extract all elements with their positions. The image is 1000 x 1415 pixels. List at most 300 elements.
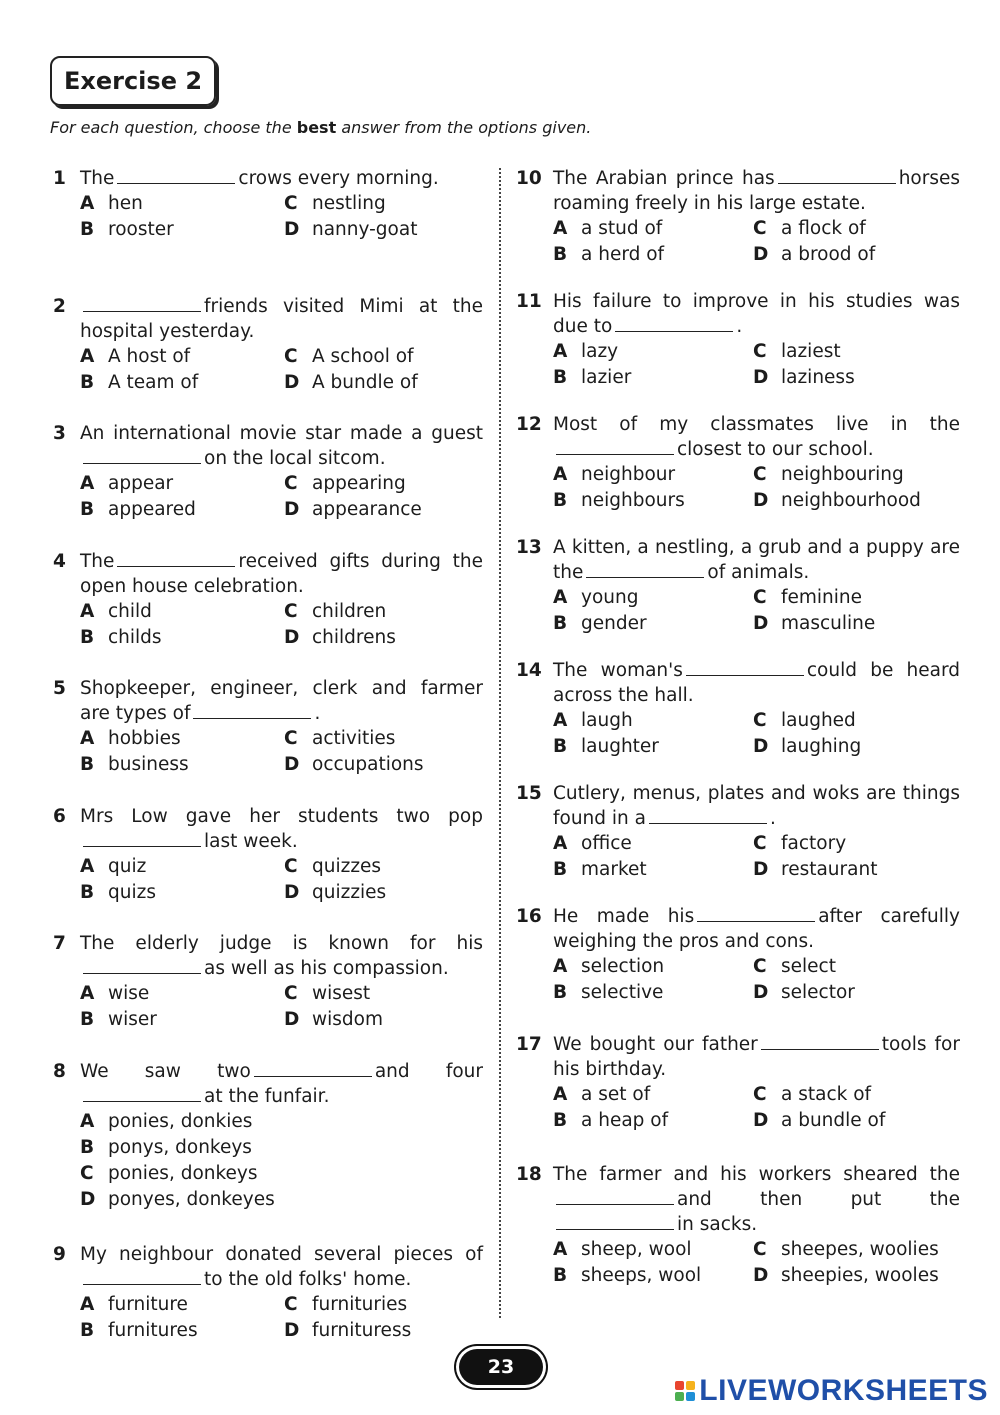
stem-text: and four [374,1060,483,1082]
exercise-title: Exercise 2 [50,56,216,106]
option-6-c[interactable] [284,854,484,879]
option-18-c[interactable] [753,1237,963,1262]
option-text: restaurant [781,859,878,880]
option-letter: A [80,193,95,214]
option-text: sheeps, wool [581,1265,702,1286]
option-letter: A [553,587,568,608]
option-letter: D [284,1319,300,1341]
option-text: neighbours [581,490,685,511]
option-16-c[interactable] [753,954,963,979]
option-text: childrens [312,626,396,648]
option-16-b[interactable] [553,980,753,1005]
option-1-a[interactable] [80,191,284,216]
option-12-d[interactable] [753,488,963,513]
option-letter: C [753,464,767,485]
option-letter: D [753,367,769,388]
option-letter: B [80,754,95,775]
option-11-d[interactable] [753,365,963,390]
option-8-d[interactable] [80,1187,480,1212]
option-text: quizs [108,881,156,903]
question-number: 3 [53,423,66,444]
option-12-c[interactable] [753,462,963,487]
option-text: wise [108,983,150,1004]
answer-blank[interactable] [117,167,235,184]
stem-text: An international movie star made a guest [80,423,483,444]
answer-options [553,462,960,513]
option-letter: B [553,490,568,511]
question-number: 15 [516,783,542,804]
answer-blank[interactable] [117,550,235,567]
option-letter: A [553,833,568,854]
option-12-a[interactable] [553,462,753,487]
stem-text: . [736,316,743,337]
question-number: 7 [53,933,66,954]
option-text: a herd of [581,244,665,265]
answer-options [553,339,960,390]
answer-options [80,726,483,777]
option-letter: B [553,859,568,880]
option-letter: D [284,626,300,648]
option-2-a[interactable] [80,344,284,369]
option-text: quizzies [312,881,387,903]
answer-options [553,585,960,636]
answer-blank[interactable] [697,905,815,922]
option-letter: A [80,345,95,367]
option-letter: D [284,499,300,520]
option-letter: D [80,1188,96,1210]
option-1-c[interactable] [284,191,484,216]
option-11-c[interactable] [753,339,963,364]
option-16-d[interactable] [753,980,963,1005]
option-letter: B [553,367,568,388]
option-text: lazier [581,367,632,388]
option-8-a[interactable] [80,1109,480,1134]
option-text: a bundle of [781,1110,886,1131]
option-15-c[interactable] [753,831,963,856]
column-divider [499,168,501,1318]
stem-text: after carefully weighing the pros and cons. [553,906,961,952]
question-number: 5 [53,678,66,699]
answer-options [80,599,483,650]
option-letter: C [284,1293,298,1315]
option-1-b[interactable] [80,217,284,242]
option-text: wisest [312,983,371,1004]
option-18-a[interactable] [553,1237,753,1262]
option-letter: C [753,956,767,977]
option-letter: A [553,710,568,731]
option-letter: D [753,613,769,634]
stem-text: My neighbour donated several pieces of [80,1243,483,1265]
answer-blank[interactable] [556,1213,674,1230]
option-text: neighbourhood [781,490,921,511]
option-text: sheepes, woolies [781,1239,939,1260]
option-text: wiser [108,1009,157,1030]
answer-blank[interactable] [83,830,201,847]
option-text: appeared [108,499,196,520]
option-10-d[interactable] [753,242,963,267]
question-9 [53,1242,483,1370]
question-stem [553,904,960,954]
option-letter: C [753,833,767,854]
option-text: appear [108,473,174,494]
option-7-c[interactable] [284,981,484,1006]
option-18-b[interactable] [553,1263,753,1288]
question-13 [516,535,960,658]
option-12-b[interactable] [553,488,753,513]
option-3-b[interactable] [80,497,284,522]
question-stem [80,804,483,854]
option-text: nanny-goat [312,219,418,240]
option-2-d[interactable] [284,370,484,395]
option-10-b[interactable] [553,242,753,267]
question-10 [516,166,960,289]
option-7-d[interactable] [284,1007,484,1032]
option-text: factory [781,833,847,854]
question-number: 11 [516,291,542,312]
option-16-a[interactable] [553,954,753,979]
answer-options [80,191,483,242]
option-text: laziest [781,341,841,362]
option-text: hobbies [108,728,181,749]
option-14-b[interactable] [553,734,753,759]
option-text: neighbouring [781,464,904,485]
option-letter: B [80,626,95,648]
option-text: ponyes, donkeyes [108,1188,275,1210]
answer-options [553,216,960,267]
question-stem [80,166,483,191]
question-16 [516,904,960,1032]
option-letter: D [753,1265,769,1286]
stem-text: The [80,168,115,189]
page-number: 23 [459,1349,543,1385]
stem-text: at the funfair. [204,1085,330,1107]
answer-blank[interactable] [686,659,804,676]
option-3-c[interactable] [284,471,484,496]
question-number: 14 [516,660,542,681]
option-letter: B [80,499,95,520]
option-17-c[interactable] [753,1082,963,1107]
answer-options [80,1109,483,1212]
option-letter: B [553,736,568,757]
option-text: quiz [108,855,147,877]
option-text: sheep, wool [581,1239,692,1260]
answer-options [80,344,483,395]
question-number: 10 [516,168,542,189]
brand-logo-square [675,1381,684,1390]
question-stem [553,1032,960,1082]
stem-text: The elderly judge is known for his [80,933,483,954]
option-9-c[interactable] [284,1292,484,1317]
question-5 [53,676,483,804]
option-letter: A [553,218,568,239]
instructions [50,118,591,137]
option-letter: C [753,587,767,608]
option-17-a[interactable] [553,1082,753,1107]
option-text: select [781,956,836,977]
option-5-a[interactable] [80,726,284,751]
answer-options [553,1082,960,1133]
stem-text: to the old folks' home. [204,1268,412,1290]
option-letter: C [284,728,298,749]
option-text: laziness [781,367,855,388]
question-number: 13 [516,537,542,558]
answer-blank[interactable] [254,1060,372,1077]
option-13-c[interactable] [753,585,963,610]
option-letter: D [284,754,300,775]
stem-text: as well as his compassion. [204,958,449,979]
stem-text: We bought our father [553,1034,758,1055]
option-letter: A [80,855,95,877]
option-text: appearing [312,473,406,494]
question-stem [553,1162,960,1237]
stem-text: He made his [553,906,695,927]
option-11-a[interactable] [553,339,753,364]
question-stem [553,166,960,216]
question-number: 8 [53,1060,66,1082]
option-letter: C [753,341,767,362]
answer-options [553,708,960,759]
option-text: quizzes [312,855,382,877]
option-letter: C [284,345,298,367]
question-stem [80,549,483,599]
answer-blank[interactable] [556,438,674,455]
option-7-b[interactable] [80,1007,284,1032]
option-10-c[interactable] [753,216,963,241]
option-8-c[interactable] [80,1161,480,1186]
option-14-c[interactable] [753,708,963,733]
option-text: furnituress [312,1319,412,1341]
option-1-d[interactable] [284,217,484,242]
question-stem [553,289,960,339]
option-13-a[interactable] [553,585,753,610]
stem-text: horses roaming freely in his large estate. [553,168,960,214]
option-text: a set of [581,1084,651,1105]
option-3-a[interactable] [80,471,284,496]
brand-logo-icon [675,1381,695,1401]
answer-options [80,854,483,905]
answer-blank[interactable] [83,447,201,464]
stem-text: of animals. [707,562,810,583]
question-number: 12 [516,414,542,435]
option-4-c[interactable] [284,599,484,624]
answer-blank[interactable] [83,957,201,974]
option-9-b[interactable] [80,1318,284,1343]
option-letter: C [284,600,298,622]
answer-blank[interactable] [586,561,704,578]
stem-text: The Arabian prince has [553,168,775,189]
option-5-d[interactable] [284,752,484,777]
option-text: masculine [781,613,876,634]
question-15 [516,781,960,904]
question-1 [53,166,483,294]
option-letter: B [553,982,568,1003]
answer-blank[interactable] [778,167,896,184]
question-17 [516,1032,960,1162]
option-letter: D [284,219,300,240]
option-text: activities [312,728,396,749]
option-text: furniture [108,1293,188,1315]
answer-blank[interactable] [83,1085,201,1102]
answer-blank[interactable] [556,1188,674,1205]
option-13-d[interactable] [753,611,963,636]
option-8-b[interactable] [80,1135,480,1160]
option-text: a flock of [781,218,866,239]
option-10-a[interactable] [553,216,753,241]
option-5-c[interactable] [284,726,484,751]
question-number: 16 [516,906,542,927]
question-3 [53,421,483,549]
option-9-d[interactable] [284,1318,484,1343]
brand-logo-square [675,1392,684,1401]
question-stem [553,412,960,462]
option-text: feminine [781,587,863,608]
option-14-d[interactable] [753,734,963,759]
option-5-b[interactable] [80,752,284,777]
option-letter: A [553,1239,568,1260]
option-text: a brood of [781,244,876,265]
question-stem [80,676,483,726]
option-6-b[interactable] [80,880,284,905]
option-text: furnituries [312,1293,408,1315]
option-text: occupations [312,754,424,775]
stem-text: The woman's [553,660,683,681]
stem-text: The farmer and his workers sheared the [553,1164,960,1185]
answer-options [80,981,483,1032]
option-text: hen [108,193,143,214]
option-17-d[interactable] [753,1108,963,1133]
option-2-c[interactable] [284,344,484,369]
answer-options [553,1237,960,1288]
stem-text: received gifts during the open house celebration. [80,550,483,597]
option-15-a[interactable] [553,831,753,856]
option-text: a stud of [581,218,663,239]
option-letter: C [284,473,298,494]
stem-text: tools for his birthday. [553,1034,960,1080]
option-letter: B [553,1110,568,1131]
option-letter: A [553,464,568,485]
option-6-d[interactable] [284,880,484,905]
option-text: ponies, donkeys [108,1162,258,1184]
option-4-b[interactable] [80,625,284,650]
answer-options [80,471,483,522]
answer-blank[interactable] [83,1268,201,1285]
option-letter: C [284,193,298,214]
option-4-a[interactable] [80,599,284,624]
option-text: sheepies, wooles [781,1265,939,1286]
option-letter: A [80,600,95,622]
option-text: selector [781,982,855,1003]
option-text: lazy [581,341,619,362]
question-stem [80,1059,483,1109]
option-text: selective [581,982,664,1003]
answer-blank[interactable] [761,1033,879,1050]
option-4-d[interactable] [284,625,484,650]
answer-blank[interactable] [615,315,733,332]
option-text: young [581,587,639,608]
stem-text: His failure to improve in his studies was due to [553,291,960,337]
option-3-d[interactable] [284,497,484,522]
option-letter: D [753,736,769,757]
stem-text: Cutlery, menus, plates and woks are things found in a [553,783,960,829]
option-letter: D [753,490,769,511]
option-text: business [108,754,189,775]
option-18-d[interactable] [753,1263,963,1288]
option-text: gender [581,613,647,634]
option-text: A school of [312,345,414,367]
option-letter: D [753,859,769,880]
option-letter: C [80,1162,94,1184]
stem-text: The [80,550,115,572]
option-letter: D [753,982,769,1003]
option-7-a[interactable] [80,981,284,1006]
stem-text: could be heard across the hall. [553,660,961,706]
option-text: nestling [312,193,386,214]
question-number: 18 [516,1164,542,1185]
option-letter: D [284,881,300,903]
stem-text: and then put the [677,1189,960,1210]
brand-logo-square [686,1381,695,1390]
answer-blank[interactable] [649,807,767,824]
question-7 [53,931,483,1059]
answer-options [553,831,960,882]
option-letter: A [80,473,95,494]
option-11-b[interactable] [553,365,753,390]
option-letter: C [753,218,767,239]
liveworksheets-brand [675,1374,988,1408]
answer-blank[interactable] [193,702,311,719]
option-letter: A [553,956,568,977]
instructions-text: For each question, choose the [50,118,297,137]
brand-logo-square [686,1392,695,1401]
question-number: 17 [516,1034,542,1055]
question-number: 1 [53,168,66,189]
option-text: market [581,859,647,880]
option-6-a[interactable] [80,854,284,879]
option-2-b[interactable] [80,370,284,395]
option-letter: A [80,1110,95,1132]
option-letter: A [80,983,95,1004]
option-15-b[interactable] [553,857,753,882]
option-15-d[interactable] [753,857,963,882]
question-stem [553,658,960,708]
question-14 [516,658,960,781]
stem-text: A kitten, a nestling, a grub and a puppy are the [553,537,960,583]
stem-text: . [314,703,321,724]
option-letter: B [80,881,95,903]
option-text: childs [108,626,162,648]
stem-text: friends visited Mimi at the hospital yesterday. [80,295,483,342]
question-number: 9 [53,1243,66,1265]
option-9-a[interactable] [80,1292,284,1317]
stem-text: crows every morning. [238,168,439,189]
option-text: ponys, donkeys [108,1136,252,1158]
option-text: laugh [581,710,633,731]
option-text: appearance [312,499,422,520]
question-stem [553,781,960,831]
option-17-b[interactable] [553,1108,753,1133]
instructions-text-end: answer from the options given. [336,118,592,137]
option-letter: C [753,710,767,731]
option-text: rooster [108,219,174,240]
option-text: laughing [781,736,862,757]
answer-blank[interactable] [83,295,201,312]
option-letter: B [553,613,568,634]
option-letter: D [284,1009,300,1030]
option-13-b[interactable] [553,611,753,636]
stem-text: last week. [204,830,298,852]
option-14-a[interactable] [553,708,753,733]
option-text: A bundle of [312,371,418,393]
